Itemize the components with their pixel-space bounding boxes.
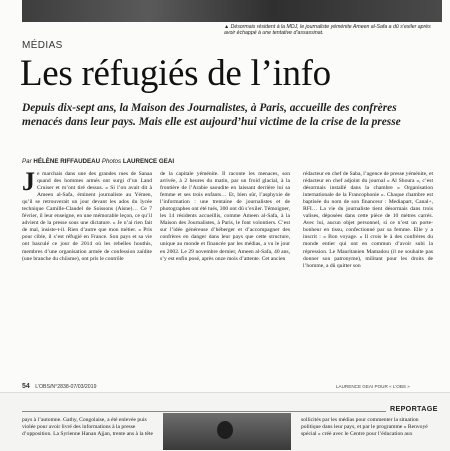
column-3-text: rédacteur en chef de Saba, l’agence de presse yéménite, et rédacteur en chef adjoint du journal « Al Shoura », c’est désormais installé dans la chambre « Organisation internationale de la Francophonie ». Chaque chambre est baptisée du nom de son financeur : Mediapart, Canal+, RFI… La vie du journaliste tient désormais dans trois valises, déposées dans cette pièce de 10 mètres carrés. Avec lui, aucun objet personnel, si ce n’est un porte-bonheur en tissu, confectionné par sa femme. Elle y a inscrit : « Bon voyage. » Il crois le à des confrères du monde entier qui ont en commun d’avoir subi la répression. Le Mauritanien Mamadou (il ne souhaite pas donner son patronyme), militant pour les droits de l’homme, a dû quitter son <box>303 171 433 269</box>
byline <box>22 158 174 165</box>
issue-info: L’OBS/N°2838-07/03/2019 <box>35 384 97 390</box>
drop-cap: J <box>22 167 35 196</box>
section-tag-reportage: REPORTAGE <box>390 404 438 413</box>
article-column-1 <box>22 167 152 263</box>
byline-prefix: Par <box>22 158 32 165</box>
next-page-photo <box>163 413 291 450</box>
photo-caption: ▲ Désormais résident à la MDJ, le journaliste yéménite Ameen al-Safa a dû s’exiler après avoir échappé à une tentative d’assassinat. <box>224 24 431 37</box>
article-column-3 <box>303 171 433 270</box>
column-1-text: e marchais dans une des grandes rues de Sanaa quand des hommes armés ont surgi d’un Land Cruiser et m’ont tiré dessus. » Si l’on avait dit à Ameen al-Safa, éminent journaliste au Yémen, qu’il se retrouverait un jour devant les ados du lycée technique Camille-Claudel de Soissons (Aisne)… Ce 7 février, il leur enseigne, en une mémorable leçon, ce qu’il advient de la presse sous une dictature. « Je n’ai rien fait de mal, insiste-t-il. Rien d’autre que mon métier. » Pris pour cible, il s’est réfugié en France. Son pays et sa vie ont basculé ce jour de 2014 où les rebelles houthis, membres d’une organisation armée de confession zaïdite (une branche du chiisme), ont pris le contrôle <box>22 171 152 262</box>
photo-credit: LAURENCE GEAI POUR « L’OBS » <box>336 384 410 389</box>
headline: Les réfugiés de l’info <box>20 53 331 94</box>
next-page-left-text: pays à l’automne. Gathy, Congolaise, a été enlevée puis violée pour avoir livré des informations à la presse d’opposition. La Syrienne Hanan Ajjan, trente ans à la tête <box>22 417 153 438</box>
article-column-2 <box>160 171 290 263</box>
divider <box>22 411 386 412</box>
byline-photo-prefix: Photos <box>101 158 122 165</box>
next-page-right-text: sollicités par les médias pour commenter la situation politique dans leur pays, et par le programme « Renvoyé spécial » créé avec le Centre pour l’éducation aux <box>301 417 428 438</box>
page-footer <box>22 383 96 390</box>
byline-author: HÉLÈNE RIFFAUDEAU <box>33 158 101 165</box>
section-label: MÉDIAS <box>22 40 63 51</box>
header-photo <box>22 0 442 22</box>
byline-photographer: LAURENCE GEAI <box>122 158 175 165</box>
portrait-silhouette <box>217 421 233 439</box>
standfirst: Depuis dix-sept ans, la Maison des Journalistes, à Paris, accueille des confrères menacés dans leur pays. Mais elle est aujourd’hui victime de la crise de la presse <box>22 102 401 129</box>
column-2-text: de la capitale yéménite. Il raconte les menaces, son arrivée, à 2 heures du matin, par un froid glacial, à la frontière de l’Arabie saoudite en laissant derrière lui sa femme et ses trois enfants… Et, bien sûr, l’asphyxie de l’information : une trentaine de journalistes et de photographes ont été tués, 300 ont dû s’exiler. Témoigner, les 14 résidents accueillis, comme Ameen al-Safa, à la Maison des Journalistes, à Paris, le font volontiers. C’est sur l’idée généreuse d’héberger et d’accompagner des confrères en danger dans leur pays que cette structure, unique au monde et financée par les médias, a vu le jour en 2002. Le 29 novembre dernier, Ameen al-Safa, 40 ans, s’y est enfin posé, après onze mois d’attente. Cet ancien <box>160 171 291 262</box>
page-number: 54 <box>22 383 30 390</box>
